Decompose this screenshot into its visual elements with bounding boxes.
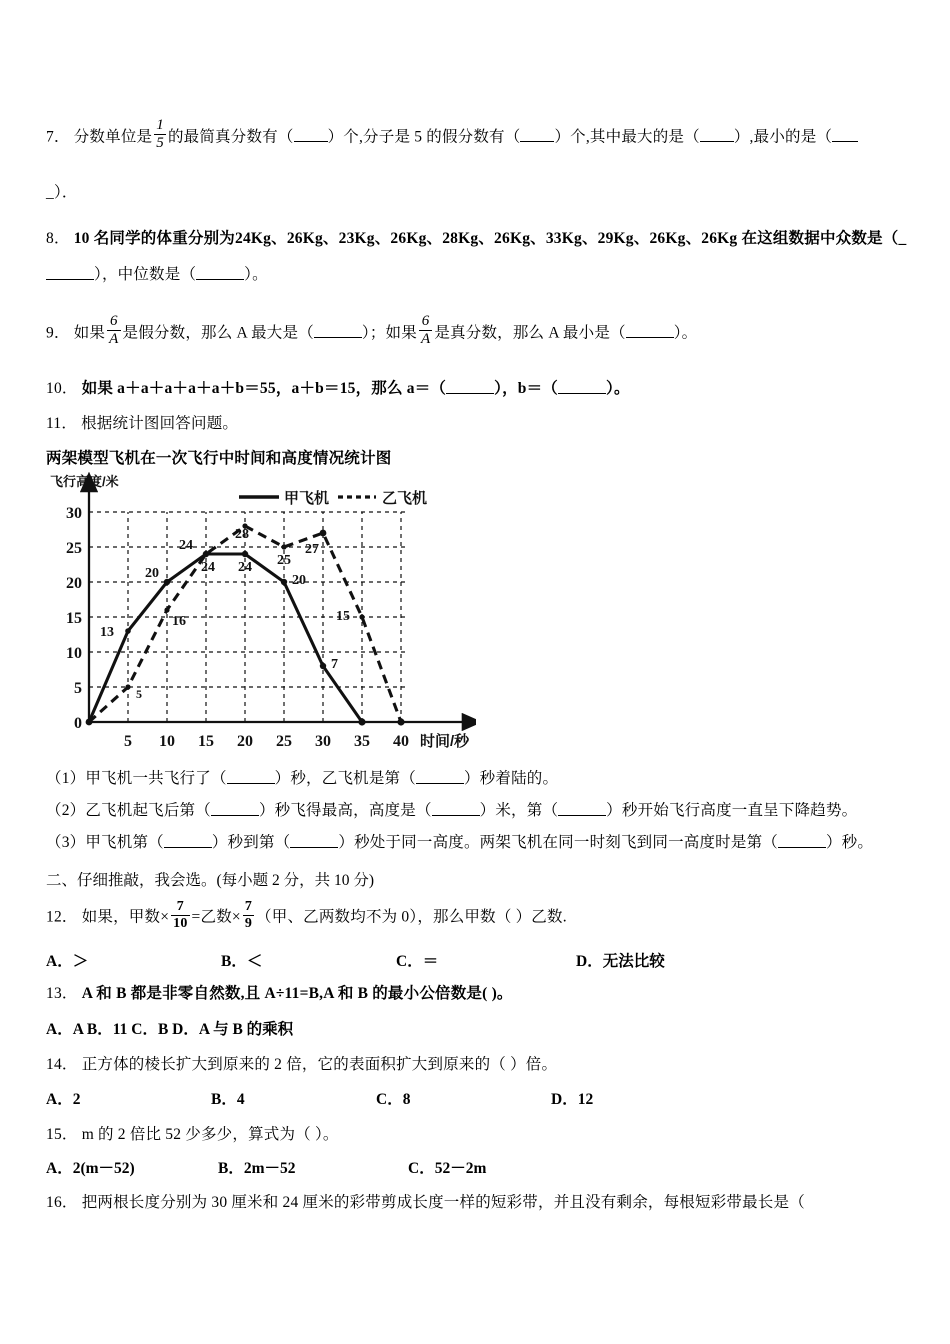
answer-blank[interactable]	[626, 323, 674, 338]
q14-text-a: 正方体的棱长扩大到原来的 2 倍，它的表面积扩大到原来的（ ）倍。	[81, 1056, 558, 1073]
sub1-text-a: （1）甲飞机一共飞行了（	[46, 770, 227, 787]
label-jia-24a: 24	[179, 538, 193, 553]
question-10-text-a: 如果 a＋a＋a＋a＋a＋b＝55，a＋b＝15，那么 a＝（	[81, 380, 447, 397]
answer-blank[interactable]	[46, 265, 94, 280]
question-10-text-c: ）。	[606, 380, 630, 397]
sub2-text-a: （2）乙飞机起飞后第（	[46, 802, 211, 819]
legend-label-yi: 乙飞机	[382, 490, 428, 507]
label-yi-25: 25	[277, 553, 291, 568]
option-b[interactable]: B．＜	[221, 953, 263, 970]
q12-text-b: =乙数×	[191, 908, 241, 926]
question-7-wrap-tail: _）．	[46, 184, 78, 201]
question-7-line1	[46, 118, 858, 152]
answer-blank[interactable]	[290, 833, 338, 848]
sub1-text-c: ）秒着陆的。	[463, 770, 559, 787]
answer-blank[interactable]	[164, 833, 212, 848]
fraction-denominator: A	[420, 331, 431, 348]
y-axis-title: 飞行高度/米	[50, 474, 119, 489]
y-tick-15: 15	[66, 610, 82, 627]
y-tick-25: 25	[66, 540, 82, 557]
fraction-numerator: 7	[244, 899, 253, 914]
question-14-line	[46, 1054, 557, 1076]
question-13-options	[46, 1017, 293, 1039]
fraction-numerator: 6	[421, 313, 430, 329]
question-12-options	[46, 949, 665, 971]
y-tick-10: 10	[66, 645, 82, 662]
x-tick-25: 25	[276, 733, 292, 750]
chart-legend	[239, 490, 427, 507]
question-15-options	[46, 1156, 486, 1178]
sub2-text-d: ）秒开始飞行高度一直呈下降趋势。	[606, 802, 858, 819]
question-10-line	[46, 378, 630, 400]
option-b[interactable]: B．2m－52	[218, 1160, 296, 1177]
option-a[interactable]: A．＞	[46, 953, 89, 970]
label-yi-28: 28	[235, 527, 249, 542]
x-tick-15: 15	[198, 733, 214, 750]
question-11-line	[46, 413, 238, 435]
option-b[interactable]: B．4	[211, 1091, 245, 1108]
fraction-six-over-a	[107, 314, 120, 348]
fraction-six-over-a-2	[419, 314, 432, 348]
fraction-numerator: 7	[176, 899, 184, 914]
x-tick-40: 40	[393, 733, 409, 750]
chart-svg	[46, 472, 476, 762]
question-11-text-a: 根据统计图回答问题。	[81, 415, 239, 432]
sub3-text-d: ）秒。	[825, 834, 874, 851]
question-8-text-a: 10 名同学的体重分别为24Kg、26Kg、23Kg、26Kg、28Kg、26Kg、33Kg、29Kg、26Kg、26Kg 在这组数据中众数是（_	[73, 230, 907, 247]
question-9-line	[46, 314, 697, 348]
y-tick-30: 30	[66, 505, 82, 522]
q12-text-c: （甲、乙两数均不为 0），那么甲数（ ）乙数.	[256, 908, 567, 926]
fraction-one-fifth	[154, 118, 166, 152]
answer-blank[interactable]	[196, 265, 244, 280]
x-tick-5: 5	[124, 733, 132, 750]
sub3-text-b: ）秒到第（	[211, 834, 291, 851]
question-8-line2	[46, 264, 268, 286]
q16-text-a: 把两根长度分别为 30 厘米和 24 厘米的彩带剪成长度一样的短彩带，并且没有剩余，每根短彩带最长是（	[81, 1194, 805, 1211]
question-7-text-b: 的最简真分数有（	[167, 128, 294, 146]
q12-text-a: 如果，甲数×	[81, 908, 170, 926]
question-16-number: 16．	[46, 1194, 78, 1211]
question-10-text-b: ），b＝（	[494, 380, 559, 397]
flight-height-line-chart	[46, 472, 476, 762]
label-yi-5: 5	[136, 687, 142, 701]
question-12-line	[46, 900, 567, 932]
q13-text-a: A 和 B 都是非零自然数,且 A÷11=B,A 和 B 的最小公倍数是( )。	[81, 985, 513, 1002]
sub2-text-b: ）秒飞得最高，高度是（	[258, 802, 432, 819]
x-tick-10: 10	[159, 733, 175, 750]
question-7-number: 7．	[46, 128, 70, 146]
question-16-line	[46, 1192, 805, 1214]
question-12-number: 12．	[46, 908, 78, 926]
fraction-numerator: 1	[156, 117, 164, 133]
sub3-text-c: ）秒处于同一高度。两架飞机在同一时刻飞到同一高度时是第（	[338, 834, 778, 851]
answer-blank[interactable]	[416, 769, 464, 784]
question-8-text-c: ）。	[244, 266, 268, 283]
y-tick-5: 5	[74, 680, 82, 697]
q15-text-a: m 的 2 倍比 52 少多少，算式为（ ）。	[81, 1126, 339, 1143]
fraction-seven-tenths	[171, 900, 189, 932]
legend-label-jia: 甲飞机	[284, 490, 330, 507]
options-line[interactable]: A．A B．11 C．B D．A 与 B 的乘积	[46, 1021, 294, 1038]
label-yi-16: 16	[172, 614, 186, 629]
sub3-text-a: （3）甲飞机第（	[46, 834, 164, 851]
y-tick-20: 20	[66, 575, 82, 592]
sub2-text-c: ）米，第（	[479, 802, 559, 819]
question-9-text-a: 如果	[73, 324, 106, 342]
question-9-text-b: 是假分数，那么 A 最大是（	[122, 324, 314, 342]
fraction-seven-ninths	[243, 900, 254, 932]
sub1-text-b: ）秒，乙飞机是第（	[274, 770, 416, 787]
question-8-text-b: ），中位数是（	[94, 266, 197, 283]
question-7-text-d: ）个,其中最大的是（	[554, 128, 700, 146]
x-axis-title: 时间/秒	[420, 733, 470, 750]
option-c[interactable]: C．＝	[396, 953, 439, 970]
question-9-text-e: ）。	[673, 324, 698, 342]
answer-blank[interactable]	[211, 801, 259, 816]
question-8-line1	[46, 228, 906, 250]
question-7-text-c: ）个,分子是 5 的假分数有（	[327, 128, 521, 146]
option-c[interactable]: C．52－2m	[408, 1160, 487, 1177]
question-13-line	[46, 983, 513, 1005]
label-yi-15: 15	[336, 609, 350, 624]
label-yi-27: 27	[305, 542, 319, 557]
question-11-number: 11．	[46, 415, 78, 432]
fraction-denominator: 9	[244, 916, 253, 932]
fraction-numerator: 6	[109, 313, 118, 329]
answer-blank[interactable]	[294, 127, 328, 142]
section-2-heading	[46, 868, 374, 890]
answer-blank[interactable]	[432, 801, 480, 816]
answer-blank[interactable]	[558, 379, 606, 394]
fraction-denominator: 10	[173, 916, 188, 932]
x-tick-labels	[124, 733, 409, 750]
label-jia-13: 13	[100, 625, 114, 640]
question-13-number: 13．	[46, 985, 78, 1002]
x-tick-30: 30	[315, 733, 331, 750]
label-jia-20: 20	[145, 566, 159, 581]
option-d[interactable]: D．12	[551, 1091, 594, 1108]
label-jia-7: 7	[331, 657, 338, 672]
fraction-denominator: A	[109, 331, 119, 348]
section-2-heading-text: 二、仔细推敲，我会选。(每小题 2 分，共 10 分)	[46, 872, 375, 889]
question-7-text-e: ）,最小的是（	[733, 128, 833, 146]
option-a[interactable]: A．2	[46, 1091, 81, 1108]
label-jia-20b: 20	[292, 573, 306, 588]
question-14-number: 14．	[46, 1056, 78, 1073]
question-15-number: 15．	[46, 1126, 78, 1143]
answer-blank[interactable]	[700, 127, 734, 142]
y-tick-labels	[66, 505, 82, 732]
answer-blank[interactable]	[558, 801, 606, 816]
question-10-number: 10．	[46, 380, 78, 397]
question-9-text-c: ）；如果	[361, 324, 417, 342]
option-c[interactable]: C．8	[376, 1091, 411, 1108]
label-jia-24b: 24	[201, 560, 215, 575]
answer-blank[interactable]	[520, 127, 554, 142]
question-15-line	[46, 1124, 339, 1146]
x-tick-35: 35	[354, 733, 370, 750]
fraction-denominator: 5	[156, 135, 164, 152]
answer-blank[interactable]	[778, 833, 826, 848]
question-14-options	[46, 1087, 593, 1109]
question-7-line2	[46, 182, 78, 204]
question-11-sub-3	[46, 832, 873, 854]
question-9-number: 9．	[46, 324, 70, 342]
label-jia-24c: 24	[238, 560, 252, 575]
chart-caption	[46, 448, 391, 470]
question-9-text-d: 是真分数，那么 A 最小是（	[434, 324, 626, 342]
x-tick-20: 20	[237, 733, 253, 750]
answer-blank[interactable]	[227, 769, 275, 784]
chart-caption-text: 两架模型飞机在一次飞行中时间和高度情况统计图	[46, 450, 392, 467]
answer-blank[interactable]	[832, 127, 858, 142]
answer-blank[interactable]	[314, 323, 362, 338]
option-a[interactable]: A．2(m－52)	[46, 1160, 135, 1177]
question-7-text-a: 分数单位是	[73, 128, 153, 146]
option-d[interactable]: D．无法比较	[576, 953, 665, 970]
question-11-sub-1	[46, 768, 558, 790]
question-11-sub-2	[46, 800, 857, 822]
y-tick-0: 0	[74, 715, 82, 732]
answer-blank[interactable]	[446, 379, 494, 394]
series-jia-line	[89, 554, 362, 722]
question-8-number: 8．	[46, 230, 70, 247]
